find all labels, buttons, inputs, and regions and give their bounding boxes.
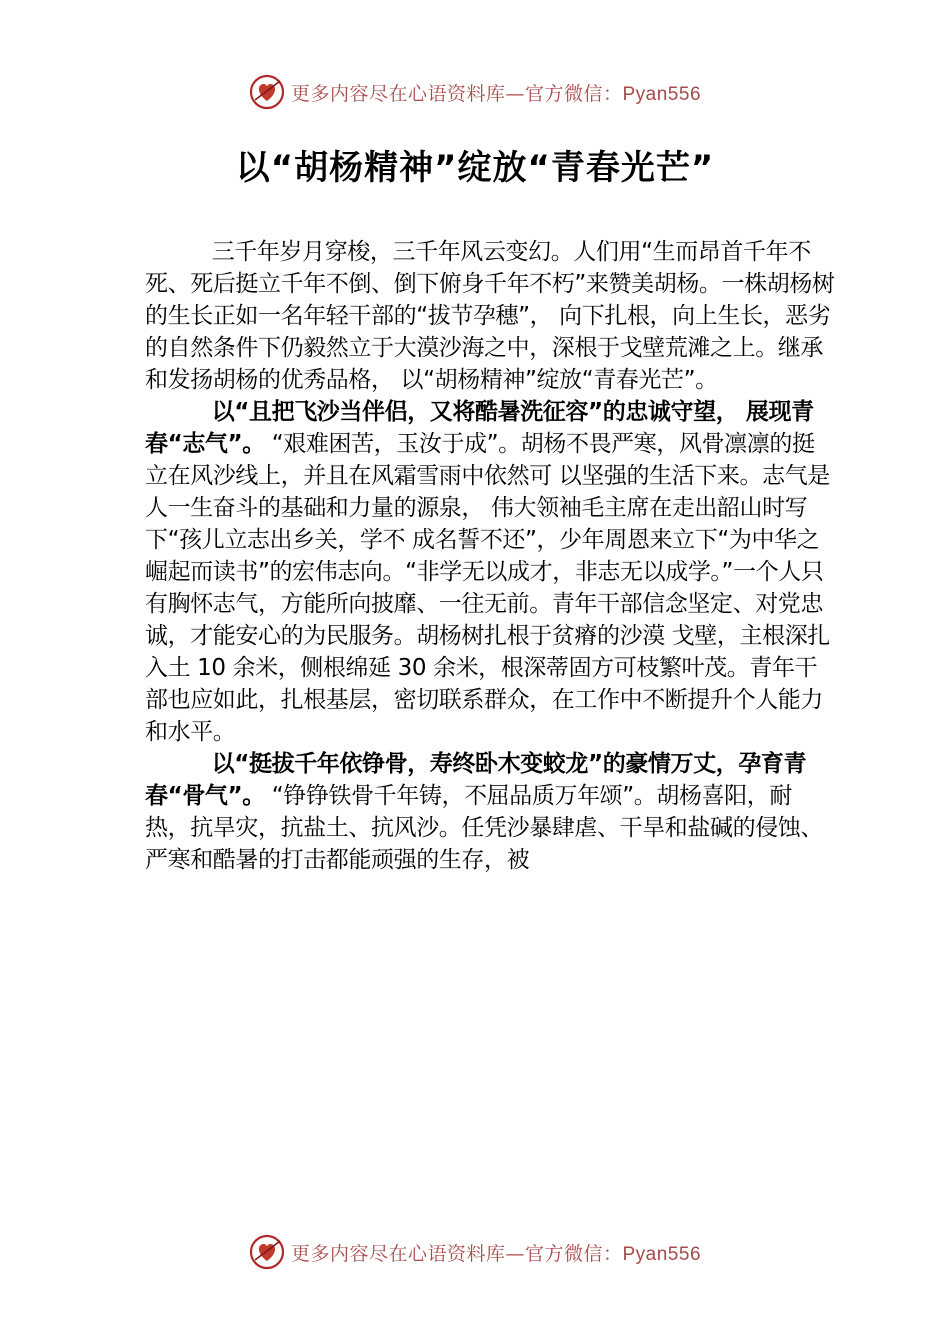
paragraph-1 [145, 236, 835, 396]
heart-logo-icon [249, 74, 285, 110]
paragraph-1-text: 三千年岁月穿梭，三千年风云变幻。人们用“生而昂首千年不死、死后挺立千年不倒、倒下俯身千年不朽”来赞美胡杨。一株胡杨树的生长正如一名年轻干部的“拔节孕穗”， 向下扎根，向上生长，恶劣的自然条件下仍毅然立于大漠沙海之中，深根于戈壁荒滩之上。继承和发扬胡杨的优秀品格， 以“胡杨精神”绽放“青春光芒”。 [145, 239, 835, 393]
document-title: 以“胡杨精神”绽放“青春光芒” [235, 148, 715, 188]
paragraph-2-text: “艰难困苦，玉汝于成”。胡杨不畏严寒，风骨凛凛的挺立在风沙线上，并且在风霜雪雨中依然可 以坚强的生活下来。志气是人一生奋斗的基础和力量的源泉， 伟大领袖毛主席在走出韶山时写下“孩儿立志出乡关，学不 成名誓不还”，少年周恩来立下“为中华之崛起而读书”的宏伟志向。“非学无以成才，非志无以成学。”一个人只有胸怀志气，方能所向披靡、一往无前。青年干部信念坚定、对党忠诚，才能安心的为民服务。胡杨树扎根于贫瘠的沙漠 戈壁，主根深扎入土 10 余米，侧根绵延 30 余米，根深蒂固方可枝繁叶茂。青年干部也应如此，扎根基层，密切联系群众，在工作中不断提升个人能力和水平。 [145, 431, 830, 745]
header-watermark [0, 72, 950, 112]
paragraph-3-text: “铮铮铁骨千年铸，不屈品质万年颂”。胡杨喜阳，耐热，抗旱灾，抗盐土、抗风沙。任凭沙暴肆虐、干旱和盐碱的侵蚀、严寒和酷暑的打击都能顽强的生存，被 [145, 783, 824, 873]
paragraph-3-lead: 以“挺拔千年依铮骨，寿终卧木变蛟龙”的豪情万丈，孕育青春“骨气”。 [145, 751, 807, 809]
watermark-text: 更多内容尽在心语资料库—官方微信：Pyan556 [290, 1242, 702, 1265]
watermark-account: Pyan556 [622, 83, 702, 105]
paragraph-3 [145, 748, 835, 876]
watermark-account: Pyan556 [622, 1243, 702, 1265]
heart-logo-icon [249, 1234, 285, 1270]
watermark-text: 更多内容尽在心语资料库—官方微信：Pyan556 [290, 82, 702, 105]
document-body [145, 236, 835, 876]
paragraph-2 [145, 396, 835, 748]
footer-watermark [0, 1232, 950, 1272]
paragraph-2-lead: 以“且把飞沙当伴侣，又将酷暑洗征容”的忠诚守望， 展现青春“志气”。 [145, 399, 814, 457]
